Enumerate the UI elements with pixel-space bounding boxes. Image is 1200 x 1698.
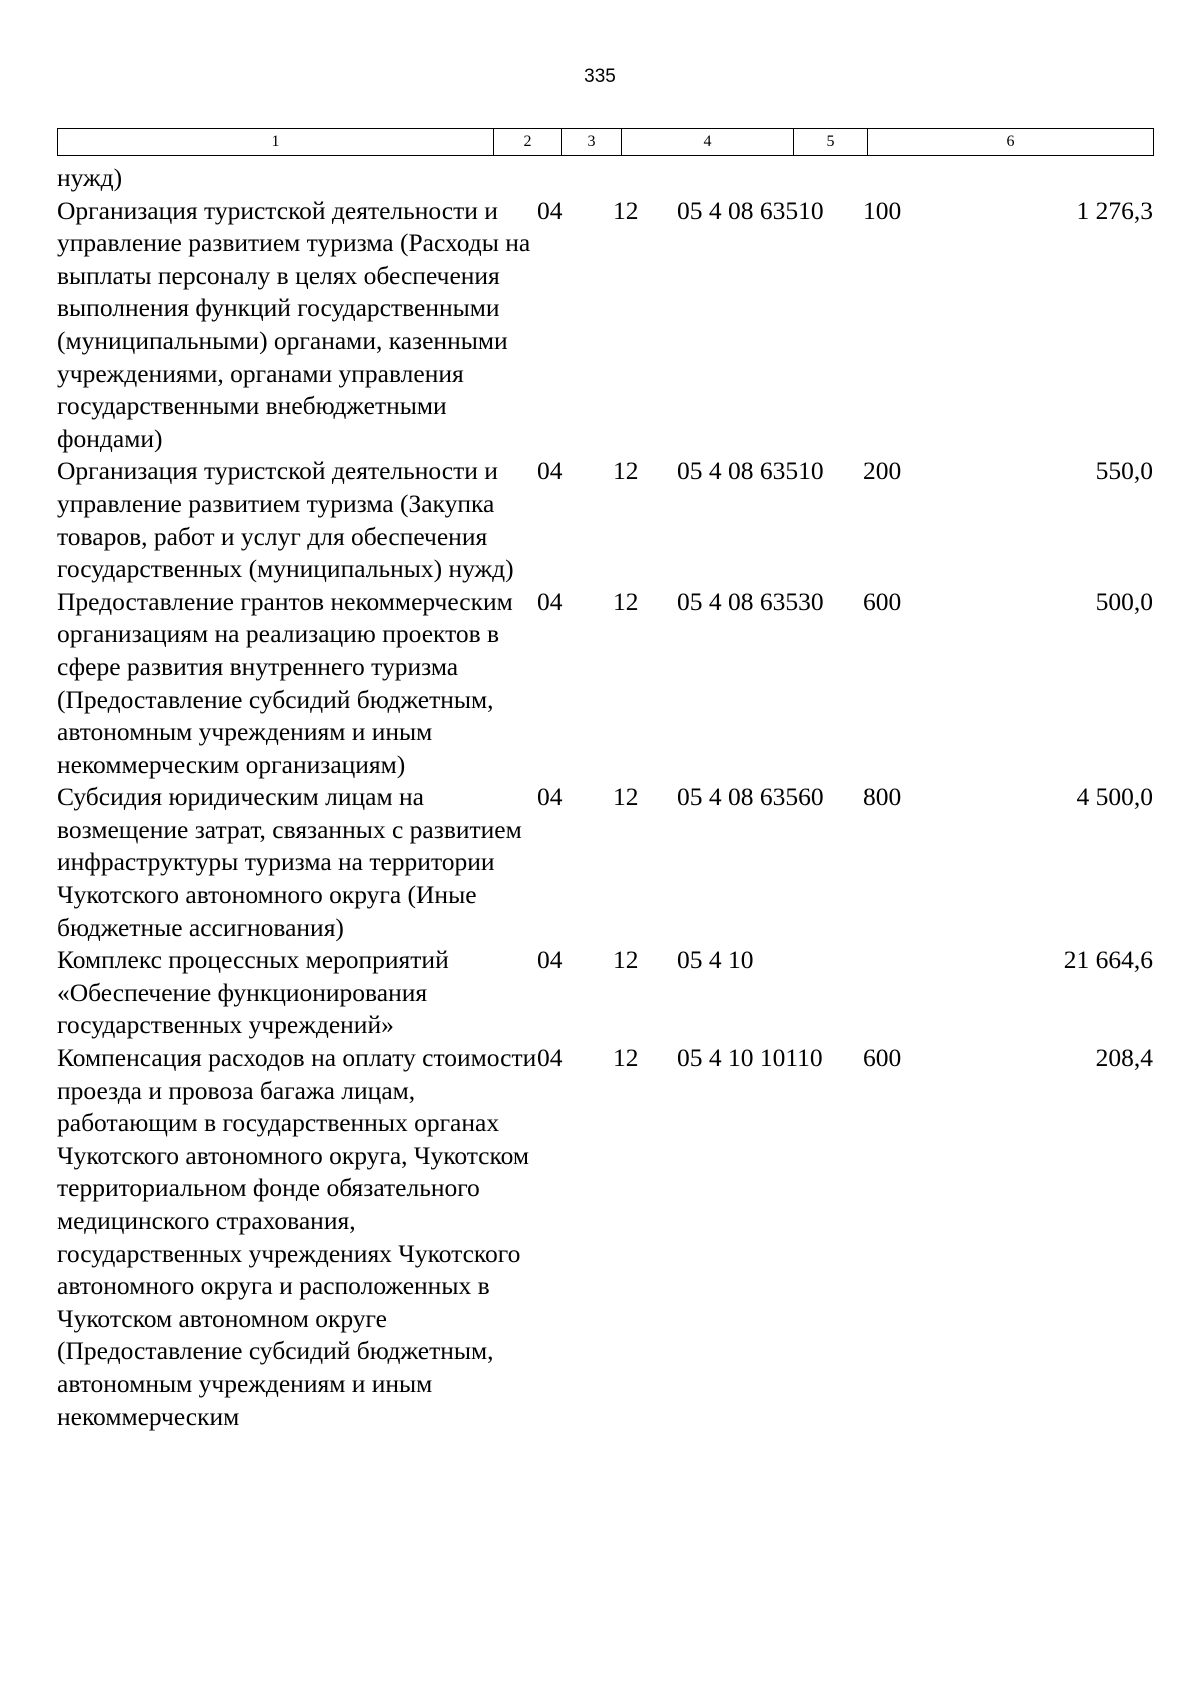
column-header-5: 5 [794, 129, 868, 156]
expense-type-code: 200 [863, 456, 902, 486]
table-row [57, 1042, 1153, 1433]
expense-type-code: 800 [863, 782, 902, 812]
section-code: 04 [537, 782, 563, 812]
amount: 550,0 [1095, 456, 1153, 486]
column-header-table [57, 128, 1154, 156]
amount: 208,4 [1095, 1043, 1153, 1073]
row-description: Субсидия юридическим лицам на возмещение затрат, связанных с развитием инфраструктуры туризма на территории Чукотского автономного округа (Иные бюджетные ассигнования) [57, 782, 522, 942]
row-description: Предоставление грантов некоммерческим организациям на реализацию проектов в сфере развития внутреннего туризма (Предоставление субсидий бюджетным, автономным учреждениям и иным некоммерческим организациям) [57, 586, 513, 779]
column-header-row [58, 129, 1154, 156]
subsection-code: 12 [613, 456, 639, 486]
amount: 1 276,3 [1076, 195, 1153, 225]
table-row [57, 586, 1153, 782]
section-code: 04 [537, 456, 563, 486]
expense-type-code: 600 [863, 586, 902, 616]
expense-type-code: 100 [863, 195, 902, 225]
target-article-code: 05 4 08 63510 [677, 456, 824, 486]
target-article-code: 05 4 08 63510 [677, 195, 824, 225]
row-description: нужд) [57, 163, 123, 192]
row-description: Организация туристской деятельности и управление развитием туризма (Расходы на выплаты персоналу в целях обеспечения выполнения функций государственными (муниципальными) органами, казенными учреждениями, органами управления государственными внебюджетными фондами) [57, 195, 531, 453]
column-header-6: 6 [868, 129, 1154, 156]
column-header-2: 2 [494, 129, 562, 156]
table-row [57, 944, 1153, 1042]
expense-type-code: 600 [863, 1043, 902, 1073]
page-number: 335 [584, 66, 616, 87]
row-description: Компенсация расходов на оплату стоимости проезда и провоза багажа лицам, работающим в государственных органах Чукотского автономного округа, Чукотском территориальном фонде обязательного медицинского страхования, государственных учреждениях Чукотского автономного округа и расположенных в Чукотском автономном округе (Предоставление субсидий бюджетным, автономным учреждениям и иным некоммерческим [57, 1043, 537, 1431]
row-description: Организация туристской деятельности и управление развитием туризма (Закупка товаров, работ и услуг для обеспечения государственных (муниципальных) нужд) [57, 456, 514, 584]
target-article-code: 05 4 10 [677, 945, 754, 975]
target-article-code: 05 4 08 63530 [677, 586, 824, 616]
subsection-code: 12 [613, 1043, 639, 1073]
column-header-1: 1 [58, 129, 494, 156]
subsection-code: 12 [613, 945, 639, 975]
subsection-code: 12 [613, 195, 639, 225]
table-row [57, 781, 1153, 944]
amount: 21 664,6 [1063, 945, 1153, 975]
table-body [57, 162, 1153, 1433]
subsection-code: 12 [613, 782, 639, 812]
section-code: 04 [537, 195, 563, 225]
amount: 4 500,0 [1076, 782, 1153, 812]
target-article-code: 05 4 10 10110 [677, 1043, 823, 1073]
amount: 500,0 [1095, 586, 1153, 616]
column-header-3: 3 [562, 129, 622, 156]
section-code: 04 [537, 945, 563, 975]
section-code: 04 [537, 1043, 563, 1073]
column-header-4: 4 [622, 129, 794, 156]
table-row [57, 195, 1153, 456]
subsection-code: 12 [613, 586, 639, 616]
row-description: Комплекс процессных мероприятий «Обеспечение функционирования государственных учреждений» [57, 945, 449, 1040]
target-article-code: 05 4 08 63560 [677, 782, 824, 812]
table-row [57, 162, 1153, 195]
section-code: 04 [537, 586, 563, 616]
table-row [57, 455, 1153, 585]
